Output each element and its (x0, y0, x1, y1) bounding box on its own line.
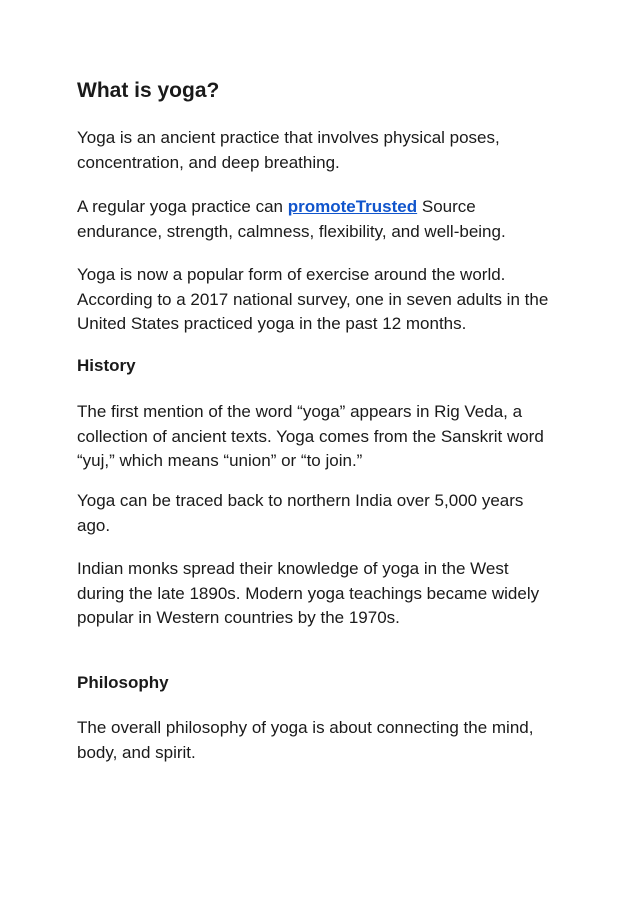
paragraph-line: during the late 1890s. Modern yoga teachings became widely (77, 583, 540, 603)
philosophy-paragraph (77, 716, 577, 765)
promote-trusted-link[interactable]: promoteTrusted (287, 197, 418, 216)
text-span: Source (417, 197, 476, 216)
history-paragraph-3 (77, 557, 577, 631)
paragraph-line: Yoga is an ancient practice that involves physical poses, (77, 128, 500, 147)
philosophy-heading: Philosophy (77, 673, 169, 692)
text-span: A regular yoga practice can (77, 197, 288, 216)
history-paragraph-1 (77, 400, 577, 474)
paragraph-line (77, 195, 577, 220)
paragraph-line: The overall philosophy of yoga is about connecting the mind, (77, 718, 534, 737)
paragraph-line: According to a 2017 national survey, one in seven adults in the (77, 289, 549, 309)
paragraph-line: United States practiced yoga in the past 12 months. (77, 314, 467, 333)
history-heading: History (77, 356, 136, 375)
page-title: What is yoga? (77, 79, 220, 102)
paragraph-line: popular in Western countries by the 1970s. (77, 608, 400, 627)
paragraph-line: Yoga can be traced back to northern India over 5,000 years (77, 491, 524, 510)
benefits-paragraph (77, 195, 577, 244)
paragraph-line: Indian monks spread their knowledge of yoga in the West (77, 559, 509, 578)
paragraph-line: body, and spirit. (77, 742, 196, 762)
history-paragraph-2 (77, 489, 577, 538)
paragraph-line: Yoga is now a popular form of exercise around the world. (77, 265, 506, 284)
popularity-paragraph (77, 263, 577, 337)
paragraph-line: ago. (77, 515, 111, 535)
paragraph-line: The first mention of the word “yoga” appears in Rig Veda, a (77, 402, 523, 421)
paragraph-line: “yuj,” which means “union” or “to join.” (77, 451, 363, 470)
intro-paragraph (77, 126, 577, 175)
paragraph-line: endurance, strength, calmness, flexibility, and well-being. (77, 221, 506, 241)
paragraph-line: collection of ancient texts. Yoga comes from the Sanskrit word (77, 426, 544, 446)
paragraph-line: concentration, and deep breathing. (77, 152, 340, 172)
